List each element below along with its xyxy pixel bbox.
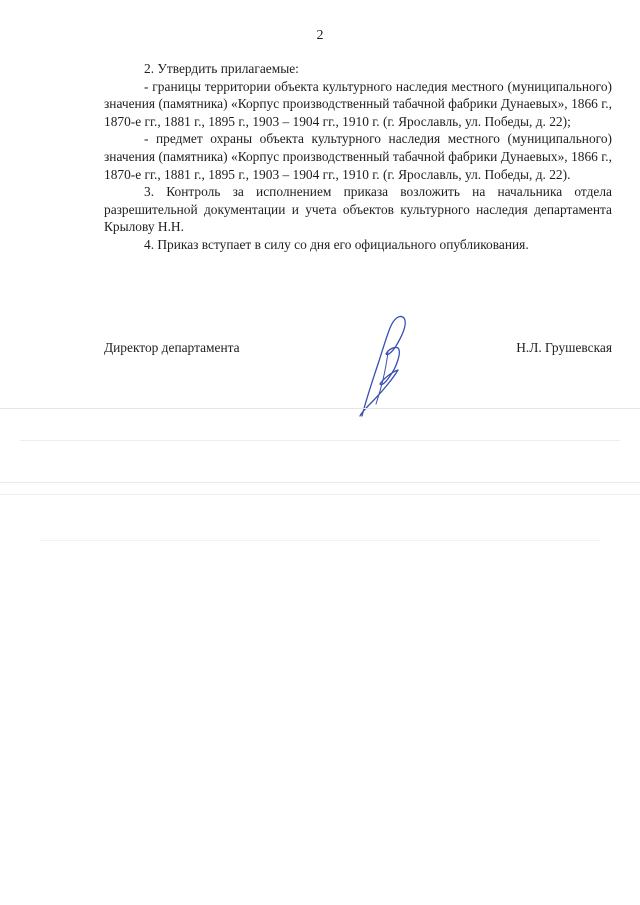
order-body: [104, 60, 612, 254]
item-4-effective: 4. Приказ вступает в силу со дня его официального опубликования.: [144, 236, 529, 252]
page-number: 2: [316, 28, 324, 43]
signatory-name: Н.Л. Грушевская: [516, 340, 612, 355]
scan-artifact: [20, 440, 620, 441]
scan-artifact: [0, 494, 640, 495]
item-3-control: 3. Контроль за исполнением приказа возложить на начальника отдела разрешительной документации и учета объектов культурного наследия департамента Крылову Н.Н.: [104, 184, 612, 235]
scan-artifact: [0, 408, 640, 409]
signatory-title: Директор департамента: [104, 340, 240, 355]
item-2-heading: 2. Утвердить прилагаемые:: [144, 61, 299, 76]
bullet-territory-boundaries: - границы территории объекта культурного наследия местного (муниципального) значения (памятника) «Корпус производственный табачной фабрики Дунаевых», 1866 г., 1870-е гг., 1881 г., 1895 г., 1903 – 1904 гг., 1910 г. (г. Ярославль, ул. Победы, д. 22);: [104, 78, 612, 129]
scan-artifact: [40, 540, 600, 541]
scan-artifact: [0, 482, 640, 483]
handwritten-signature: [352, 312, 422, 418]
bullet-protection-subject: - предмет охраны объекта культурного наследия местного (муниципального) значения (памятника) «Корпус производственный табачной фабрики Дунаевых», 1866 г., 1870-е гг., 1881 г., 1895 г., 1903 – 1904 гг., 1910 г. (г. Ярославль, ул. Победы, д. 22).: [104, 131, 612, 182]
